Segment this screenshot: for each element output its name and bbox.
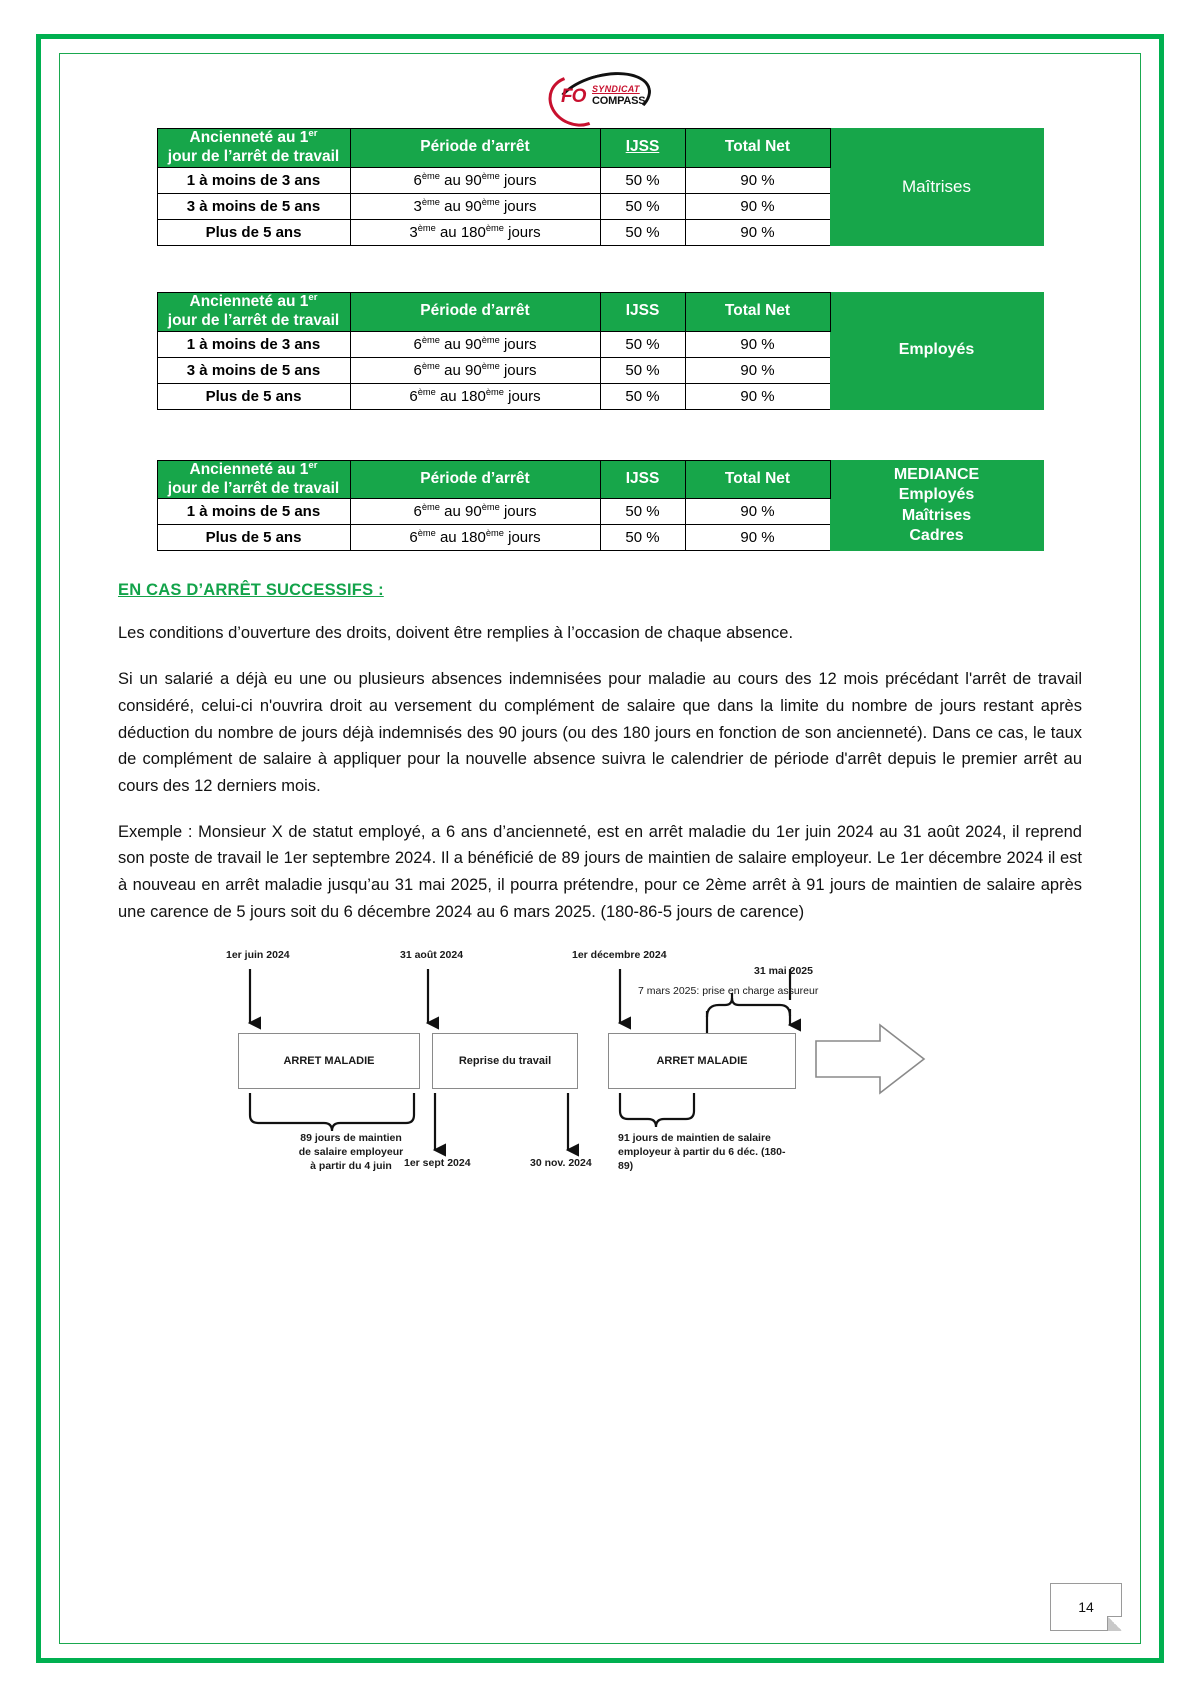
- cell-anciennete: Plus de 5 ans: [157, 525, 350, 551]
- cell-total: 90 %: [685, 525, 830, 551]
- ordinal-suffix: er: [308, 291, 318, 303]
- cell-ijss: 50 %: [600, 383, 685, 409]
- cell-periode: 3ème au 180ème jours: [350, 219, 600, 245]
- header-anciennete: Ancienneté au 1er jour de l’arrêt de travail: [157, 292, 350, 331]
- diagram-label-reprise-end: 30 nov. 2024: [530, 1156, 592, 1169]
- diagram-box-arret-maladie-1: ARRET MALADIE: [238, 1033, 420, 1089]
- category-label-mediance: MEDIANCE Employés Maîtrises Cadres: [830, 460, 1043, 551]
- table-maitrises: [157, 128, 1044, 246]
- cell-periode: 6ème au 90ème jours: [350, 331, 600, 357]
- cell-periode: 6ème au 180ème jours: [350, 383, 600, 409]
- header-anciennete: Ancienneté au 1er jour de l’arrêt de travail: [157, 129, 350, 168]
- logo-fo-mark: FO: [561, 86, 586, 107]
- cell-ijss: 50 %: [600, 219, 685, 245]
- cell-total: 90 %: [685, 167, 830, 193]
- header-total-net: Total Net: [685, 129, 830, 168]
- cell-periode: 6ème au 90ème jours: [350, 357, 600, 383]
- cell-periode: 3ème au 90ème jours: [350, 193, 600, 219]
- logo-compass-text: COMPASS: [592, 95, 646, 107]
- ordinal-suffix: er: [308, 127, 318, 139]
- cell-anciennete: 3 à moins de 5 ans: [157, 193, 350, 219]
- header-total-net: Total Net: [685, 292, 830, 331]
- category-label-maitrises: Maîtrises: [830, 129, 1043, 246]
- table-mediance: [157, 460, 1044, 552]
- diagram-label-assureur: 7 mars 2025: prise en charge assureur: [638, 984, 819, 997]
- fo-syndicat-compass-logo: [548, 70, 652, 124]
- diagram-box-arret-maladie-2: ARRET MALADIE: [608, 1033, 796, 1089]
- cell-periode: 6ème au 90ème jours: [350, 499, 600, 525]
- header-periode: Période d’arrêt: [350, 292, 600, 331]
- logo-syndicat-text: SYNDICAT: [592, 84, 640, 94]
- category-label-employes: Employés: [830, 292, 1043, 409]
- diagram-box-reprise-travail: Reprise du travail: [432, 1033, 578, 1089]
- cell-anciennete: 1 à moins de 3 ans: [157, 167, 350, 193]
- page-inner-frame: [59, 53, 1141, 1644]
- cell-ijss: 50 %: [600, 167, 685, 193]
- cell-anciennete: 1 à moins de 5 ans: [157, 499, 350, 525]
- cell-total: 90 %: [685, 357, 830, 383]
- header-ijss: IJSS: [600, 460, 685, 499]
- diagram-note-91-jours: 91 jours de maintien de salaire employeur à partir du 6 déc. (180- 89): [618, 1131, 786, 1172]
- paragraph-rules: Si un salarié a déjà eu une ou plusieurs absences indemnisées pour maladie au cours des 12 mois précédant l'arrêt de travail considéré, celui-ci n'ouvrira droit au versement du complément de salaire que dans la limite du nombre de jours restant après déduction du nombre de jours déjà indemnisés des 90 jours (ou des 180 jours en fonction de son ancienneté). Dans ce cas, le taux de complément de salaire à appliquer pour la nouvelle absence suivra le calendrier de période d'arrêt depuis le premier arrêt au cours des 12 derniers mois.: [118, 670, 1082, 796]
- cell-anciennete: 3 à moins de 5 ans: [157, 357, 350, 383]
- page-border-frame: [36, 34, 1164, 1663]
- diagram-note-89-jours: 89 jours de maintien de salaire employeur à partir du 4 juin: [298, 1131, 404, 1172]
- diagram-label-start-1: 1er juin 2024: [226, 948, 290, 961]
- cell-total: 90 %: [685, 219, 830, 245]
- cell-total: 90 %: [685, 383, 830, 409]
- table-header-row: [157, 292, 1043, 331]
- cell-periode: 6ème au 90ème jours: [350, 167, 600, 193]
- diagram-label-end-1: 31 août 2024: [400, 948, 464, 961]
- table-header-row: [157, 460, 1043, 499]
- header-total-net: Total Net: [685, 460, 830, 499]
- cell-ijss: 50 %: [600, 525, 685, 551]
- cell-ijss: 50 %: [600, 331, 685, 357]
- paragraph-conditions: Les conditions d’ouverture des droits, doivent être remplies à l’occasion de chaque absence.: [118, 624, 794, 643]
- diagram-label-start-2: 1er décembre 2024: [572, 948, 667, 961]
- table-spacer: [112, 246, 1088, 292]
- logo-area: [112, 66, 1088, 128]
- article-body: [112, 581, 1088, 925]
- table-spacer: [112, 410, 1088, 460]
- cell-ijss: 50 %: [600, 499, 685, 525]
- cell-anciennete: 1 à moins de 3 ans: [157, 331, 350, 357]
- cell-periode: 6ème au 180ème jours: [350, 525, 600, 551]
- header-ijss: IJSS: [600, 292, 685, 331]
- header-periode: Période d’arrêt: [350, 129, 600, 168]
- section-heading: EN CAS D’ARRÊT SUCCESSIFS :: [118, 581, 384, 600]
- cell-ijss: 50 %: [600, 193, 685, 219]
- diagram-lines: [220, 945, 980, 1235]
- cell-total: 90 %: [685, 331, 830, 357]
- header-anciennete: Ancienneté au 1er jour de l’arrêt de travail: [157, 460, 350, 499]
- table-header-row: [157, 129, 1043, 168]
- timeline-diagram: [220, 945, 980, 1235]
- cell-anciennete: Plus de 5 ans: [157, 383, 350, 409]
- diagram-label-end-2: 31 mai 2025: [754, 964, 813, 977]
- cell-ijss: 50 %: [600, 357, 685, 383]
- paragraph-example: Exemple : Monsieur X de statut employé, a 6 ans d’ancienneté, est en arrêt maladie du 1er juin 2024 au 31 août 2024, il reprend son poste de travail le 1er septembre 2024. Il a bénéficié de 89 jours de maintien de salaire employeur. Le 1er décembre 2024 il est à nouveau en arrêt maladie jusqu’au 31 mai 2025, il pourra prétendre, pour ce 2ème arrêt à 91 jours de maintien de salaire après une carence de 5 jours soit du 6 décembre 2024 au 6 mars 2025. (180-86-5 jours de carence): [118, 822, 1082, 921]
- cell-total: 90 %: [685, 193, 830, 219]
- header-periode: Période d’arrêt: [350, 460, 600, 499]
- diagram-label-reprise-start: 1er sept 2024: [404, 1156, 471, 1169]
- header-ijss: IJSS: [600, 129, 685, 168]
- page-number-badge: 14: [1050, 1583, 1122, 1631]
- ordinal-suffix: er: [308, 459, 318, 471]
- cell-total: 90 %: [685, 499, 830, 525]
- table-employes: [157, 292, 1044, 410]
- cell-anciennete: Plus de 5 ans: [157, 219, 350, 245]
